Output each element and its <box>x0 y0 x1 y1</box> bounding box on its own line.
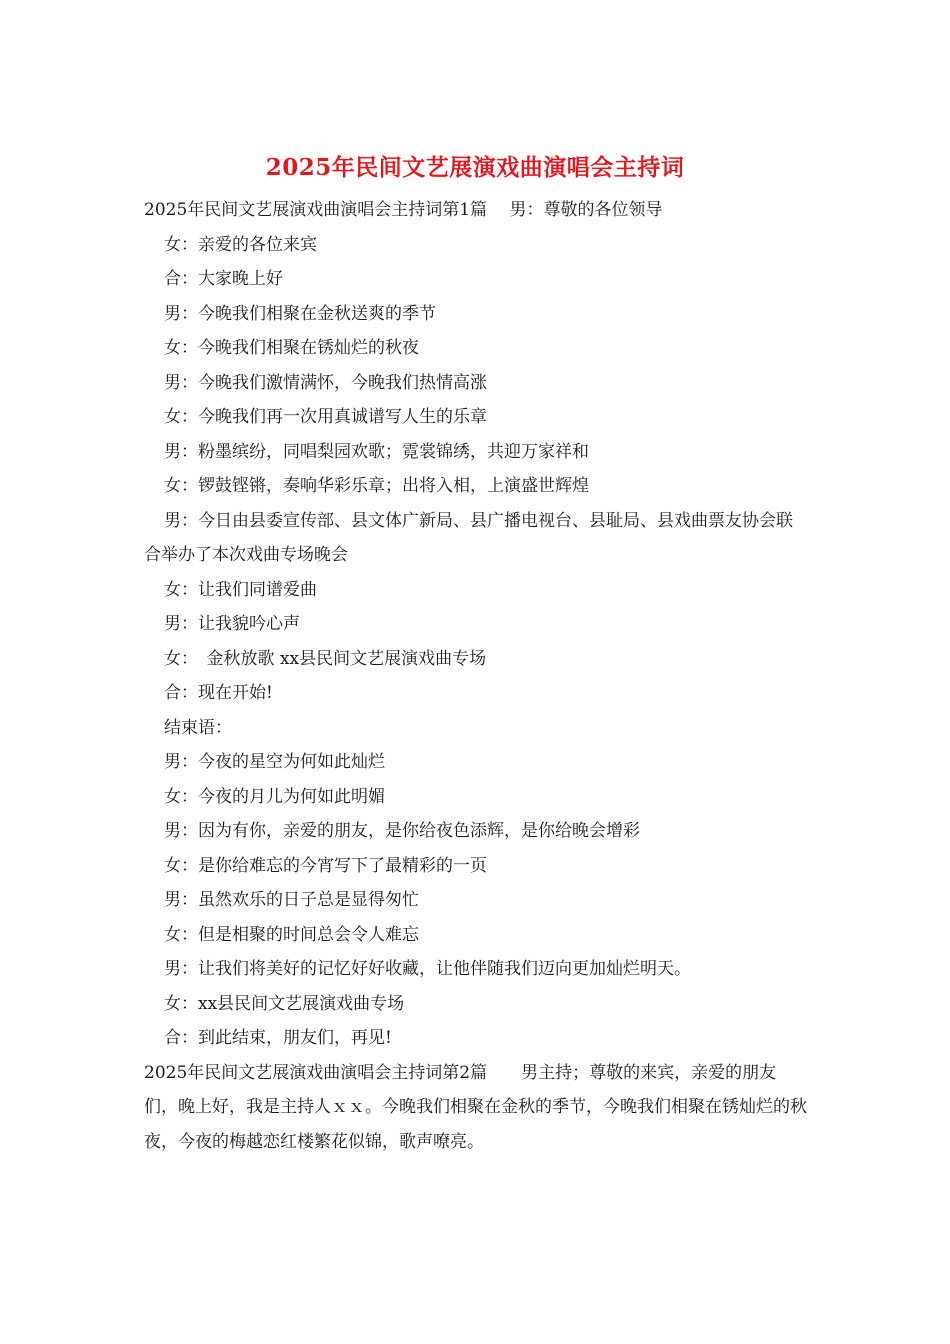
paragraph-line: 合：到此结束，朋友们，再见! <box>164 1028 392 1048</box>
paragraph-line: 男：粉墨缤纷，同唱梨园欢歌；霓裳锦绣，共迎万家祥和 <box>164 441 589 462</box>
paragraph-line: 女：今晚我们相聚在锈灿烂的秋夜 <box>164 338 419 358</box>
paragraph-line: 2025年民间文艺展演戏曲演唱会主持词第1篇 男：尊敬的各位领导 <box>144 200 663 220</box>
paragraph-line: 结束语： <box>164 717 232 738</box>
paragraph-line: 2025年民间文艺展演戏曲演唱会主持词第2篇 男主持；尊敬的来宾，亲爱的朋友们，晚上好，我是主持人ｘｘ。今晚我们相聚在金秋的季节，今晚我们相聚在锈灿烂的秋夜，今夜的梅越恋红楼繁花似锦，歌声嘹亮。 <box>144 1062 807 1152</box>
document-body <box>144 193 809 1159</box>
paragraph-line: 女： 金秋放歌 xx县民间文艺展演戏曲专场 <box>164 648 487 669</box>
document-title: 2025年民间文艺展演戏曲演唱会主持词 <box>265 154 685 181</box>
paragraph-line: 女：是你给难忘的今宵写下了最精彩的一页 <box>164 855 487 876</box>
paragraph-line: 女：亲爱的各位来宾 <box>164 234 317 255</box>
paragraph-line: 男：今夜的星空为何如此灿烂 <box>164 752 385 772</box>
paragraph-line: 女：今晚我们再一次用真诚谱写人生的乐章 <box>164 407 487 427</box>
paragraph-line: 男：今晚我们相聚在金秋送爽的季节 <box>164 303 436 324</box>
paragraph-line: 男：今日由县委宣传部、县文体广新局、县广播电视台、县耻局、县戏曲票友协会联合举办了本次戏曲专场晚会 <box>144 510 793 565</box>
paragraph-line: 合：大家晚上好 <box>164 269 283 289</box>
paragraph-line: 男：让我们将美好的记忆好好收藏，让他伴随我们迈向更加灿烂明天。 <box>164 959 691 979</box>
paragraph-line: 男：虽然欢乐的日子总是显得匆忙 <box>164 890 419 910</box>
paragraph-line: 女：今夜的月儿为何如此明媚 <box>164 786 385 807</box>
paragraph-line: 男：今晚我们激情满怀，今晚我们热情高涨 <box>164 372 487 393</box>
paragraph-line: 男：让我貌吟心声 <box>164 614 300 634</box>
paragraph-line: 男：因为有你，亲爱的朋友，是你给夜色添辉，是你给晚会增彩 <box>164 821 640 841</box>
paragraph-line: 女：但是相聚的时间总会令人难忘 <box>164 924 419 945</box>
paragraph-line: 女：xx县民间文艺展演戏曲专场 <box>164 993 405 1014</box>
paragraph-line: 女：锣鼓铿锵，奏响华彩乐章；出将入相，上演盛世辉煌 <box>164 476 589 496</box>
paragraph-line: 合：现在开始! <box>164 683 273 703</box>
paragraph-line: 女：让我们同谱爱曲 <box>164 579 317 600</box>
